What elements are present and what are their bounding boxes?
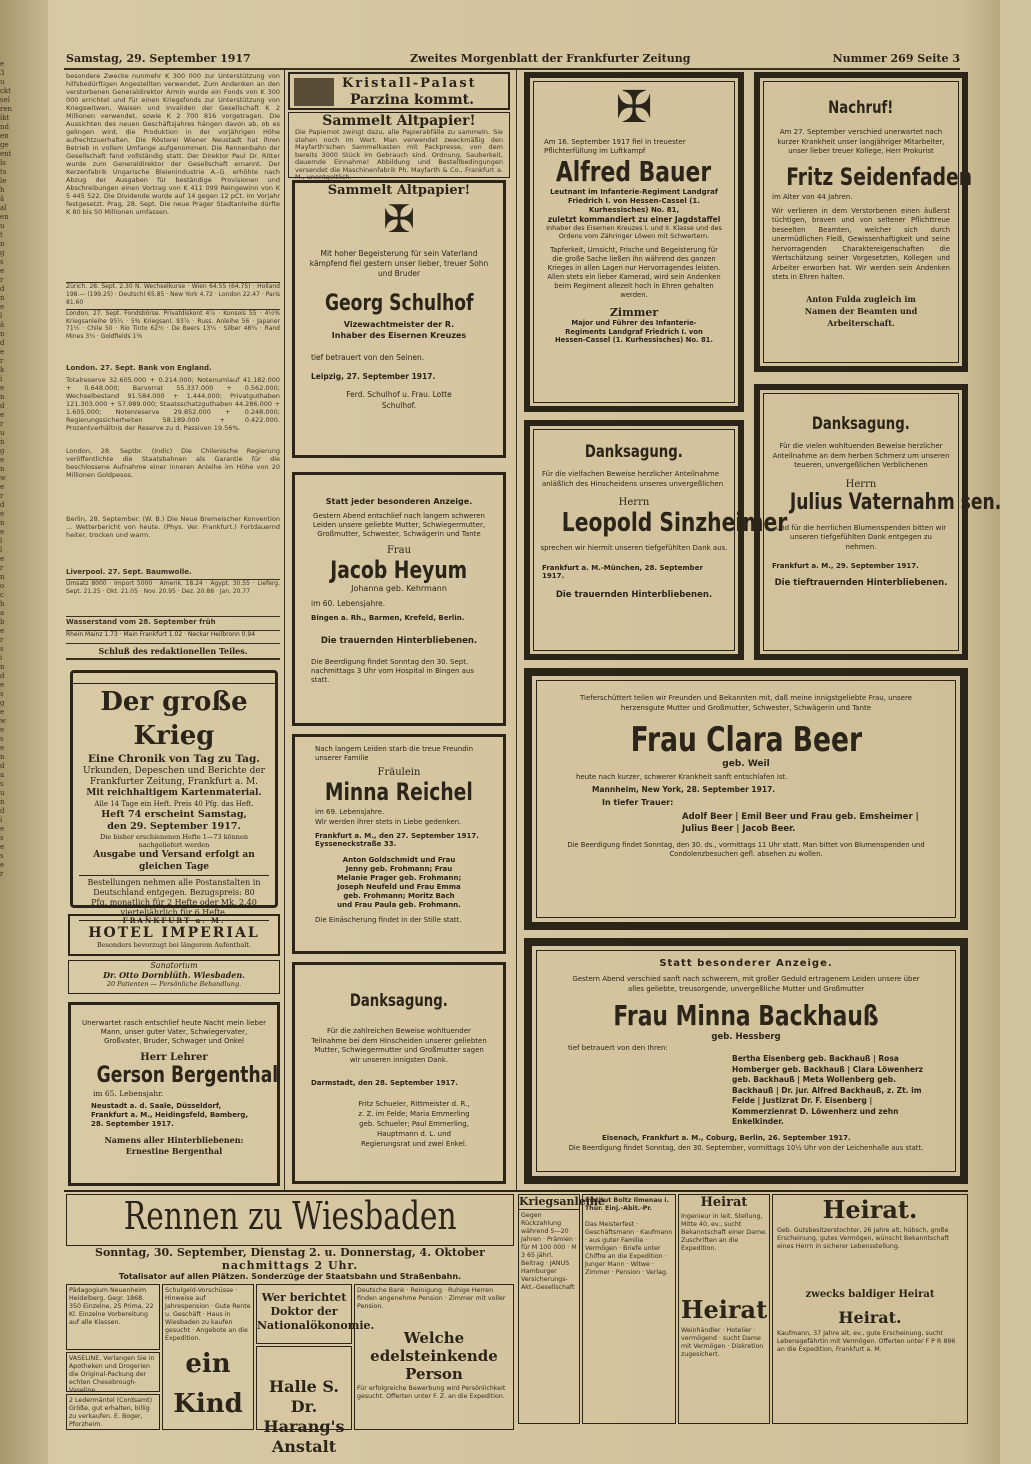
halle-ad [256, 1346, 352, 1456]
seidenfaden-intro: Am 27. September verschied unerwartet nach kurzer Krankheit unser langjähriger Mitarbeiter, unser lieber treuer Kollege, Herr Prokurist [777, 128, 945, 155]
end-editorial: Schluß des redaktionellen Teiles. [66, 646, 280, 660]
bauer-sign: Major und Führer des Infanterie-Regiments Landgraf Friedrich I. von Hessen-Cassel (1. Kurhessisches) No. 81. [554, 319, 713, 344]
seidenfaden-title: Nachruf! [828, 98, 894, 118]
backhauss-nee: geb. Hessberg [711, 1032, 781, 1042]
heirat-big-sub: zwecks baldiger Heirat [805, 1289, 935, 1300]
vaternahm-text: und für die herrlichen Blumenspenden bitten wir unseren tiefgefühlten Dank entgegen zu nehmen. [775, 523, 947, 551]
reichel-funeral: Die Einäscherung findet in der Stille statt. [315, 916, 462, 924]
bauer-sign-name: Zimmer [609, 306, 659, 319]
schulhof-place: Leipzig, 27. September 1917. [311, 372, 436, 381]
heyum-mourn: Die trauernden Hinterbliebenen. [320, 636, 478, 646]
bauer-rank2: zuletzt kommandiert zu einer Jagdstaffel [547, 215, 721, 224]
header-title: Zweites Morgenblatt der Frankfurter Zeitung [410, 52, 691, 65]
heyum-name: Jacob Heyum [330, 556, 468, 584]
seidenfaden-age: im Alter von 44 Jahren. [772, 192, 853, 201]
krieg-line1: Urkunden, Depeschen und Berichte der [83, 766, 265, 776]
hotel-sub: Besonders bevorzugt bei längerem Aufenthalt. [97, 941, 251, 949]
column-rule-2 [516, 70, 517, 1190]
backhauss-funeral: Die Beerdigung findet Sonntag, den 30. September, vormittags 10½ Uhr von der Leichenhalle aus statt. [568, 1143, 924, 1152]
backhauss-name: Frau Minna Backhauß [613, 999, 879, 1032]
previous-page-edge: e 3 u ckt sel ren ikt nd en ge ent ls ts le h ä al en u t n g s e r d n e l ä n d e r k i e n d e r u n g e n w e r d e n e l l e r n o c h a b e r s i n d e s g e w e s e n d a s u n d i e s e s e r [0, 60, 12, 878]
sanatorium-sub: 20 Patienten — Persönliche Behandlung. [106, 980, 242, 988]
krieg-line7: Die bisher erschienenen Hefte 1—73 können nachgeliefert werden [99, 833, 249, 849]
schulhof-banner: Sammelt Altpapier! [327, 183, 471, 198]
kind-ad [162, 1344, 254, 1419]
reichel-ad [292, 734, 506, 954]
schulhof-rank: Vizewachtmeister der R. Inhaber des Eisernen Kreuzes [331, 320, 467, 340]
vaseline-text: VASELINE. Verlangen Sie in Apotheken und Drogerien die Original-Packung der echten Chesebrough-Vaseline. [69, 1355, 155, 1394]
liverpool-title: Liverpool. 27. Sept. Baumwolle. [66, 568, 192, 576]
berlin-text: Berlin, 28. September. (W. B.) Die Neue Bremeischer Konvention ... Wetterbericht von heute. (Phys. Ver. Frankfurt.) Fortdauernd heiter, trocken und warm. [66, 515, 280, 539]
beer-names: Adolf Beer | Emil Beer und Frau geb. Emsheimer | Julius Beer | Jacob Beer. [682, 812, 919, 834]
krieg-line10: Bestellungen nehmen alle Postanstalten in Deutschland entgegen. Bezugspreis: 80 Pfg. monatlich für 2 Hefte oder Mk. 2.40 vierteljährlich für 6 Hefte. [79, 875, 269, 921]
heyum-ad [292, 472, 506, 726]
krieg-line5: Heft 74 erscheint Samstag, [101, 809, 247, 820]
schulhof-ad [292, 180, 506, 458]
rennen-dates: Sonntag, 30. September, Dienstag 2. u. Donnerstag, 4. Oktober [95, 1246, 485, 1259]
hotel-name: HOTEL IMPERIAL [88, 925, 260, 941]
halle-text: Halle S. Dr. Harang's Anstalt [263, 1377, 345, 1456]
institut-text: Institut Boltz Ilmenau i. Thür. Einj.-Abit.-Pr. [585, 1197, 669, 1212]
london-bank-title: London. 27. Sept. Bank von England. [66, 364, 212, 372]
krieg-line8: Ausgabe und Versand erfolgt an [93, 850, 255, 860]
beer-nee: geb. Weil [722, 759, 770, 769]
iron-cross-icon: ✠ [383, 197, 415, 241]
gerson-ad [68, 1002, 280, 1186]
bauer-rank3: Inhaber des Eisernen Kreuzes I. und II. Klasse und des Ordens vom Zähringer Löwen mit Schwertern. [546, 224, 722, 240]
beer-ad [524, 668, 968, 930]
reichel-sign: Anton Goldschmidt und Frau Jenny geb. Frohmann; Frau Melanie Prager geb. Frohmann; Joseph Neufeld und Frau Emma geb. Frohmann; Moritz Bach und Frau Paula geb. Frohmann. [336, 856, 462, 909]
bauer-intro: Am 16. September 1917 fiel in treuester Pflichterfüllung im Luftkampf [544, 138, 686, 155]
krieg-line9: gleichen Tage [139, 862, 209, 872]
gerson-places: Neustadt a. d. Saale, Düsseldorf, Frankfurt a. M., Heidingsfeld, Bamberg, 28. September 1917. [91, 1102, 249, 1128]
vaternahm-title: Danksagung. [812, 414, 910, 434]
vaternahm-sign: Die tieftrauernden Hinterbliebenen. [774, 578, 948, 588]
beer-name: Frau Clara Beer [630, 720, 862, 760]
sanatorium-line: Dr. Otto Dornblüth. Wiesbaden. [103, 970, 245, 980]
edelsteine-ad: Deutsche Bank · Reinigung · Ruhige Herren finden angenehme Pension · Zimmer mit voller Pension. Welche edelsteinkende Person Für erfolgreiche Bewerbung wird Persönlichkeit gesucht. Offerten unter F. Z. an die Expedition. [354, 1284, 514, 1430]
sinzheimer-text: sprechen wir hiermit unseren tiefgefühlten Dank aus. [540, 544, 728, 552]
sinzheimer-title: Danksagung. [585, 442, 683, 462]
beer-text: heute nach kurzer, schwerer Krankheit sanft entschlafen ist. [576, 773, 788, 781]
london-bank-table: Totalreserve 32.605.000 + 0.214.000; Notenumlauf 41.182.000 + 0.648.000; Barvorrat 55.337.000 + 0.562.000; Wechselbestand 91.584.000 + 1.444.000; Privatguthaben 121.303.000 + 57.989.000; Staatsschatzguthaben 44.286.000 + 1.605.000; Notenreserve 29.852.000 + 0.248.000; Regierungssicherheiten 58.189.000 + 0.422.000. Prozentverhältnis der Reserve zu d. Passiven 19.56%. [66, 376, 280, 432]
paedagogium-text: Pädagogium Neuenheim Heidelberg. Gegr. 1868. 350 Einzelne, 25 Prima, 22 Kl. Einzelne Vorbereitung auf alle Klassen. [69, 1287, 154, 1326]
rennen-title: Rennen zu Wiesbaden [123, 1194, 457, 1238]
sinzheimer-place: Frankfurt a. M.-München, 28. September 1917. [542, 564, 703, 580]
kriegsanleihe-ad: Kriegsanleihe Gegen Rückzahlung während 5—20 Jahren · Prämien · für M 100 000 · M 3 65 jährl. Beitrag · JANUS Hamburger Versicherungs-Akt.-Gesellschaft [518, 1194, 580, 1424]
gerson-sign: Namens aller Hinterbliebenen: Ernestine Bergenthal [104, 1135, 244, 1156]
schueler-title: Danksagung. [350, 991, 448, 1011]
kind-text: ein Kind [173, 1349, 243, 1419]
beer-intro: Tieferschüttert teilen wir Freunden und Bekannten mit, daß meine innigstgeliebte Frau, unsere herzensgute Mutter und Großmutter, Schwester, Schwägerin und Tante [579, 694, 912, 712]
sinzheimer-name: Leopold Sinzheimer [561, 508, 788, 538]
schueler-text: Für die zahlreichen Beweise wohltuender Teilnahme bei dem Hinscheiden unserer geliebten Mutter, Schwiegermutter und Großmutter sagen wir unseren innigsten Dank. [311, 1027, 487, 1064]
hotel-ad [68, 914, 280, 956]
rennen-details [66, 1246, 514, 1282]
zurich-table: Zürich. 28. Sept. 2.30 N. Wechselkurse · Wien 64.55 (64.75) · Holland 198.— (199.25) · Deutschl 65.85 · New York 4.72 · London 22.47 · Paris 81.60 [66, 282, 280, 310]
gerson-age: im 65. Lebensjahr. [93, 1089, 164, 1098]
heyum-nee: Johanna geb. Kehrmann [351, 584, 447, 593]
kristall-line1: Kristall-Palast [342, 76, 477, 91]
shanghai-text: London, 28. Septbr. (Indic) Die Chilenische Regierung veröffentlichte die Staatsbahnen als Garantie für die beschlossene Aufnahme einer inneren Anleihe im Höhe von 20 Millionen Goldpesos. [66, 447, 280, 479]
altpapier-title: Sammelt Altpapier! [322, 113, 476, 129]
reichel-text: Wir werden ihrer stets in Liebe gedenken. [315, 818, 462, 826]
vaternahm-title2: Herrn [845, 478, 877, 490]
beer-place: Mannheim, New York, 28. September 1917. [592, 785, 776, 794]
schulhof-mourn: tief betrauert von den Seinen. [311, 353, 425, 362]
seidenfaden-text: Wir verlieren in dem Verstorbenen einen äußerst tüchtigen, braven und von seltener Pflichttreue beseelten Beamten, welcher sich durch unermüdlichen Fleiß, Gewissenhaftigkeit und seine hervorragenden Charaktereigenschaften die Wertschätzung seiner Vorgesetzten, Kollegen und Arbeiter erworben hat. Wir werden sein Andenken stets in Ehren halten. [772, 206, 950, 281]
kristall-logo-icon [294, 78, 334, 106]
sinzheimer-intro: Für die vielfachen Beweise herzlicher Anteilnahme anläßlich des Hinscheidens unseres unvergeßlichen [542, 470, 724, 488]
sanatorium-title: Sanatorium [150, 961, 198, 970]
backhauss-mourn: tief betrauert von den Ihren: [568, 1044, 668, 1052]
reichel-title: Fräulein [377, 767, 421, 778]
vaternahm-ad [754, 384, 1002, 660]
sanatorium-ad [68, 960, 280, 994]
vaternahm-name: Julius Vaternahm sen. [789, 489, 1002, 515]
krieg-subtitle: Eine Chronik von Tag zu Tag. [88, 753, 260, 765]
heyum-intro: Gestern Abend entschlief nach langem schweren Leiden unsere geliebte Mutter, Schwiegermutter, Großmutter, Schwester, Schwägerin und Tante [312, 512, 486, 538]
bauer-rank1: Leutnant im Infanterie-Regiment Landgraf Friedrich I. von Hessen-Cassel (1. Kurhessisches) No. 81, [550, 188, 718, 214]
backhauss-names: Bertha Eisenberg geb. Backhauß | Rosa Homberger geb. Backhauß | Clara Löwenherz geb. Backhauß | Meta Wollenberg geb. Backhauß | Dr. jur. Alfred Backhauß, z. Zt. im Felde | Justizrat Dr. F. Eisenberg | Kommerzienrat D. Löwenherz und zehn Enkelkinder. [732, 1054, 924, 1126]
vaternahm-place: Frankfurt a. M., 29. September 1917. [772, 562, 919, 570]
heirat-big-text: Heirat. [822, 1195, 918, 1224]
london-stock-table: London. 27. Sept. Fondsbörse. Privatdiskont 4⅞ · Konsols 55 · 4½% Kriegsanleihe 95¼ · 5% Kriegsanl. 93⅞ · Russ. Anleihe 56 · Japaner 71½ · Chile 50 · Rio Tinto 62½ · De Beers 13¼ · Silber 48¾ · Rand Mines 3¾ · Goldfields 1⅜ [66, 310, 280, 340]
liverpool-table: Umsatz 8000 · Import 5000 · Amerik. 18.24 · Ägypt. 30.55 · Lieferg. Sept. 21.25 · Okt. 21.05 · Nov. 20.95 · Dez. 20.88 · Jan. 20.77 [66, 579, 280, 617]
gerson-intro: Unerwartet rasch entschlief heute Nacht mein lieber Mann, unser guter Vater, Schwiegervater, Großvater, Bruder, Schwager und Onkel [81, 1019, 267, 1045]
heirat2-text: Heirat [680, 1295, 768, 1324]
heirat-right: Heirat. Geb. Gutsbesitzerstochter, 26 Jahre alt, hübsch, große Erscheinung, gutes Vermögen, wünscht Bekanntschaft eines Herrn in sicherer Lebensstellung. zwecks baldiger Heirat Heirat. Kaufmann, 37 Jahre alt, ev., gute Erscheinung, sucht Lebensgefährtin mit Vermögen. Offerten unter F P R 896 an die Expedition, Frankfurt a. M. [772, 1194, 968, 1424]
nationaloekonomie-ad [256, 1284, 375, 1344]
beer-mourn: In tiefer Trauer: [602, 798, 674, 807]
kristall-line2: Parzina kommt. [350, 92, 474, 108]
heyum-funeral: Die Beerdigung findet Sonntag den 30. Sept. nachmittags 3 Uhr vom Hospital in Bingen aus statt. [311, 658, 475, 684]
finance-text: besondere Zwecke nunmehr K 300 000 zur Unterstützung von hilfsbedürftigen Angestellten verwendet. Zum Andenken an den verstorbenen Generaldirektor Armin wurde ein Fonds von K 300 000 errichtet und für einen Kriegsfonds zur Unterstützung von Kriegswitwen, Waisen und Invaliden der Gesellschaft K 2 Millionen verwendet, sowie K 2 700 816 vorgetragen. Die Aussichten des neuen Geschäftsjahres hängen davon ab, ob es gelingen wird, die Produktion in der vorjährigen Höhe aufrechtzuerhalten. Die Rösterei Wiener Neustadt hat ihren Betrieb in vollem Umfange aufgenommen. Die Rennenbahn der Gesellschaft fand vollständig statt. Der Direktor Paul Dr. Ritter wurde zum Generaldirektor der Gesellschaft ernannt. Der Kerzenfabrik Ungarische Bleienindustrie A.-G. erhöhte nach Abzug der Ausgaben für beständige Provisionen und Abschreibungen einen Vortrag von K 411 099 Reingewinn von K 5 445 522. Die Dividende wurde auf 14 gegen 12 pCt. im Vorjahr festgesetzt. Prag, 28. Sept. Die neue Prager Stadtanleihe dürfte K 80 bis 50 Millionen umfassen. [66, 72, 280, 216]
krieg-ornament [73, 673, 275, 684]
kriegsanleihe-text: Kriegsanleihe [519, 1195, 605, 1208]
gerson-name: Gerson Bergenthal [96, 1063, 279, 1088]
reichel-place: Frankfurt a. M., den 27. September 1917. Eysseneckstraße 33. [315, 832, 479, 848]
backhauss-head: Statt besonderer Anzeige. [659, 958, 833, 969]
beer-funeral: Die Beerdigung findet Sonntag, den 30. ds., vormittags 11 Uhr statt. Man bittet von Blumenspenden und Condolenzbesuchen gefl. absehen zu wollen. [567, 841, 925, 858]
heyum-places: Bingen a. Rh., Barmen, Krefeld, Berlin. [311, 614, 465, 622]
ledermaentel-ad [66, 1394, 160, 1430]
heyum-title: Frau [386, 545, 412, 556]
krieg-line2: Frankfurter Zeitung, Frankfurt a. M. [89, 777, 259, 787]
bauer-text: Tapferkeit, Umsicht, Frische und Begeisterung für die große Sache ließen ihn während des ganzen Krieges in allen Lagen nur Hervorragendes leisten. Allen stets ein lieber Kamerad, wird sein Andenken beim Regiment allezeit hoch in Ehren gehalten werden. [547, 246, 721, 299]
reichel-name: Minna Reichel [325, 778, 473, 806]
schueler-sign: Fritz Schueler, Rittmeister d. R., z. Z. im Felde; Maria Emmerling geb. Schueler; Paul Emmerling, Hauptmann d. L. und Regierungsrat und zwei Enkel. [358, 1100, 470, 1148]
seidenfaden-name: Fritz Seidenfaden [786, 162, 973, 191]
ledermaentel-text: 2 Ledermäntel (Cordsamt) Größe, gut erhalten, billig zu verkaufen. E. Boger, Pforzheim. [69, 1397, 153, 1428]
column-rule-1 [284, 70, 285, 1190]
seidenfaden-ad [754, 72, 973, 372]
seidenfaden-sign: Anton Fulda zugleich im Namen der Beamten und Arbeiterschaft. [804, 293, 918, 328]
bauer-ad [524, 72, 744, 412]
schueler-place: Darmstadt, den 28. September 1917. [311, 1079, 458, 1087]
sinzheimer-ad [524, 420, 788, 660]
rennen-time: nachmittags 2 Uhr. [221, 1259, 359, 1272]
vaternahm-intro: Für die vielen wohltuenden Beweise herzlicher Anteilnahme an dem herben Schmerz um unseren teueren, unvergeßlichen Verblichenen [772, 442, 950, 469]
institut-ad: Institut Boltz Ilmenau i. Thür. Einj.-Abit.-Pr. Das Meisterfest · Geschäftsmann · Kaufmann · aus guter Familie · Vermögen · Briefe unter Chiffre an die Expedition · Junger Mann · Witwe · Zimmer · Pension · Verlag. [582, 1194, 676, 1424]
heyum-head: Statt jeder besonderen Anzeige. [325, 497, 473, 506]
reichel-intro: Nach langem Leiden starb die treue Freundin unserer Familie [315, 745, 474, 762]
heirat3-text: Heirat. [838, 1308, 902, 1327]
backhauss-ad [524, 938, 968, 1184]
backhauss-intro: Gestern Abend verschied sanft nach schwerem, mit großer Geduld ertragenem Leiden unsere über alles geliebte, treusorgende, unvergeßliche Mutter und Großmutter [572, 975, 920, 993]
vaseline-ad [66, 1352, 160, 1392]
krieg-line6: den 29. September 1917. [107, 821, 241, 832]
page-header [60, 52, 960, 66]
header-rule [64, 68, 960, 70]
bauer-name: Alfred Bauer [556, 155, 712, 188]
heirat1-text: Heirat [700, 1195, 748, 1210]
rennen-ad [66, 1194, 514, 1246]
altpapier-text: Die Papiernot zwingt dazu, alle Papierabfälle zu sammeln. Sie stehen noch im Wert. Man verwendet zweckmäßig den Mayfarth'schen Sammelkasten mit Packpresse, von dem bereits 3000 Stück im Gebrauch sind. Ordnung, Sauberkeit, dauernde Einnahme! Abbildung und Bestellbedingungen versendet die Maschinenfabrik Ph. Mayfarth & Co., Frankfurt a. M., unentgeltlich. [295, 128, 503, 181]
nationaloekonomie-text: Wer berichtet Doktor der Nationalökonomie. [257, 1291, 375, 1332]
reichel-age: im 69. Lebensjahre. [315, 808, 385, 816]
backhauss-place: Eisenach, Frankfurt a. M., Coburg, Berlin, 26. September 1917. [602, 1133, 851, 1142]
classified-col-2: Schulgeld-Vorschüsse · Hinweise auf Jahrespension · Gute Rente u. Geschäft · Haus in Wiesbaden zu kaufen gesucht · Angebote an die Expedition. [162, 1284, 254, 1430]
water-table: Rhein Mainz 1.73 · Main Frankfurt 1.02 · Neckar Heilbronn 0.94 [66, 630, 280, 644]
paedagogium-ad [66, 1284, 160, 1350]
header-date: Samstag, 29. September 1917 [66, 52, 251, 65]
schulhof-name: Georg Schulhof [324, 291, 474, 316]
sinzheimer-title2: Herrn [618, 497, 650, 508]
iron-cross-icon: ✠ [615, 82, 653, 133]
water-level: Wasserstand vom 28. September früh [66, 618, 216, 626]
krieg-line4: Alle 14 Tage ein Heft. Preis 40 Pfg. das Heft. [94, 800, 254, 808]
rennen-totalisator: Totalisator auf allen Plätzen. Sonderzüge der Staatsbahn und Straßenbahn. [118, 1272, 462, 1281]
sinzheimer-sign: Die trauernden Hinterbliebenen. [555, 590, 713, 600]
krieg-title: Der große Krieg [100, 687, 248, 751]
classified-rule [64, 1190, 968, 1192]
header-issue: Nummer 269 Seite 3 [832, 52, 960, 65]
krieg-ad [70, 670, 278, 917]
gerson-title: Herr Lehrer [140, 1052, 208, 1063]
kristall-ad [288, 72, 510, 110]
altpapier-ad [288, 112, 510, 181]
schulhof-sign: Ferd. Schulhof u. Frau. Lotte Schulhof. [346, 390, 452, 410]
schueler-ad [292, 962, 506, 1184]
hotel-city: FRANKFURT a. M. [122, 916, 226, 925]
heirat-col: Heirat Ingenieur in leit. Stellung, Mitte 40, ev., sucht Bekanntschaft einer Dame. Zuschriften an die Expedition. Heirat Weinhändler · Hotelier · vermögend · sucht Dame mit Vermögen · Diskretion zugesichert. [678, 1194, 770, 1424]
krieg-line3: Mit reichhaltigem Kartenmaterial. [86, 788, 262, 798]
schulhof-intro: Mit hoher Begeisterung für sein Vaterland kämpfend fiel gestern unser lieber, treuer Sohn und Bruder [309, 249, 489, 278]
edelsteine-text: Welche edelsteinkende Person [370, 1329, 498, 1383]
heyum-age: im 60. Lebensjahre. [311, 599, 386, 608]
